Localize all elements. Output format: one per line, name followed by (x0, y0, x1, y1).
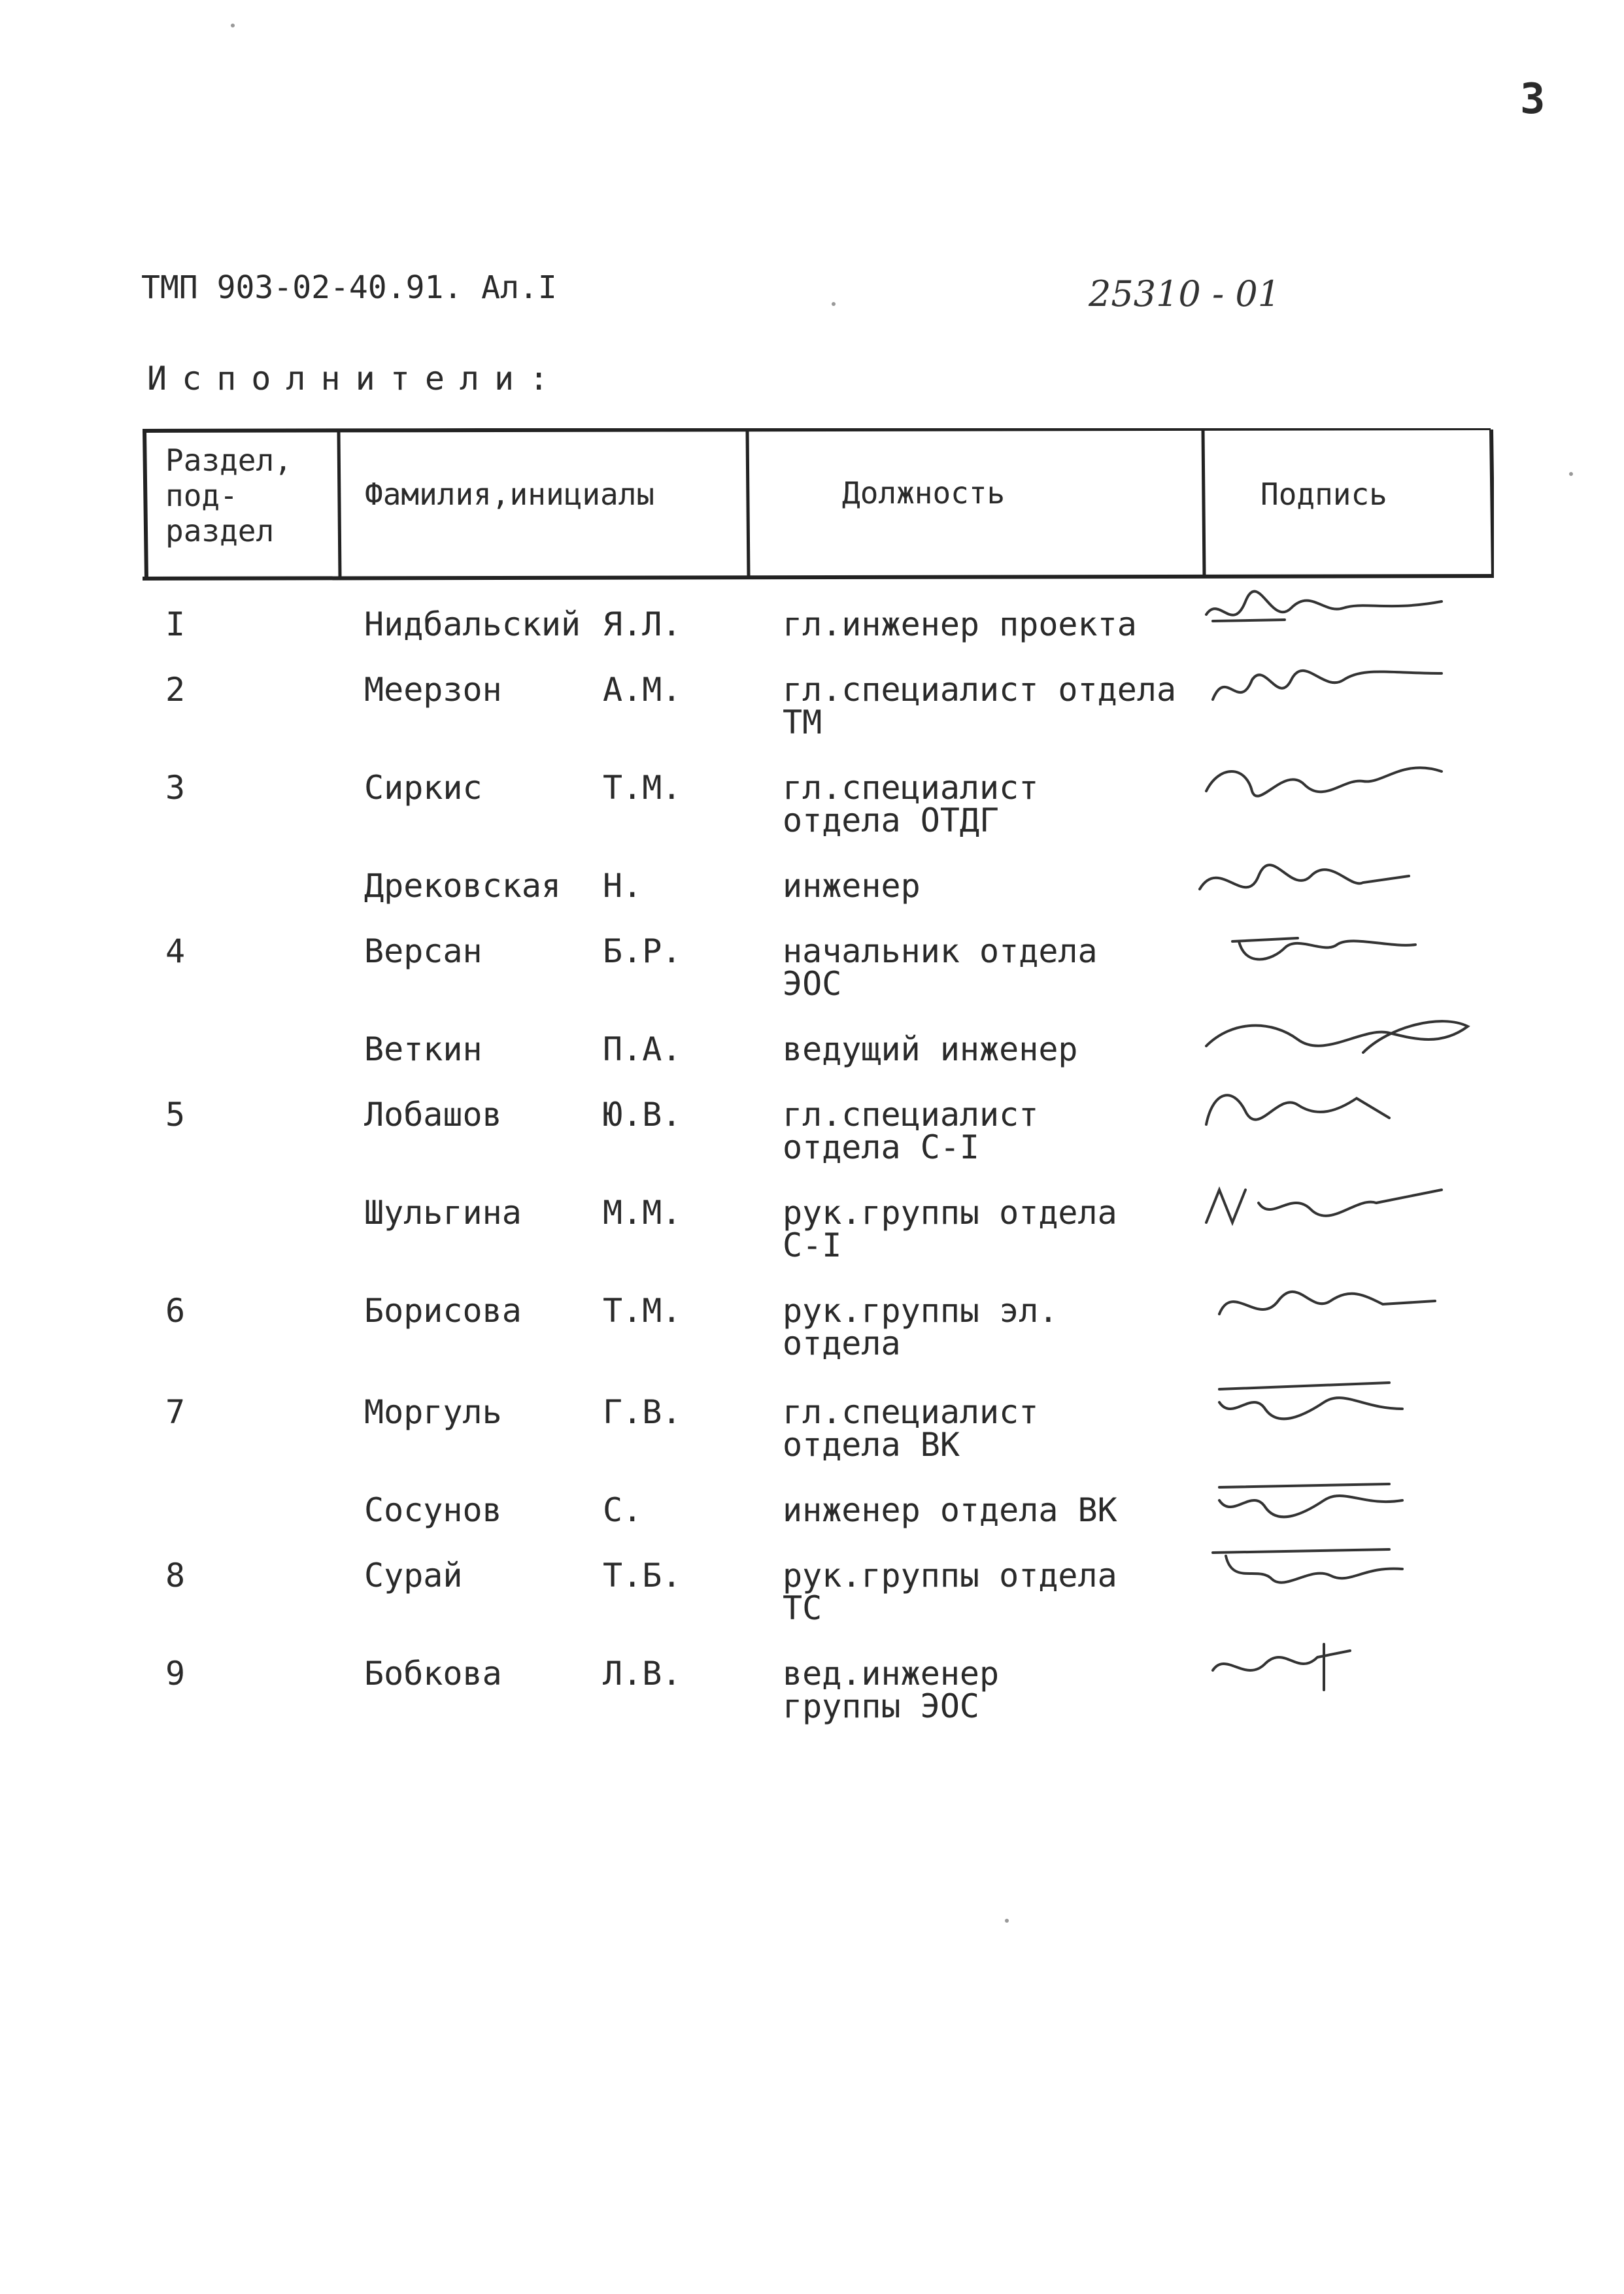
row-position: инженер (783, 867, 921, 905)
row-initials: Л.В. (603, 1655, 682, 1693)
row-surname: Борисова (364, 1292, 522, 1330)
row-initials: П.А. (603, 1030, 682, 1068)
row-surname: Бобкова (364, 1655, 502, 1693)
performers-title: Исполнители: (147, 360, 564, 397)
row-initials: Ю.В. (603, 1096, 682, 1134)
row-position: вед.инженер группы ЭОС (783, 1655, 1000, 1725)
row-section: 9 (165, 1655, 186, 1693)
row-section: 2 (165, 671, 186, 709)
signature (1193, 1376, 1481, 1448)
row-surname: Сосунов (364, 1491, 502, 1529)
scan-speck (1005, 1919, 1009, 1923)
row-surname: Веткин (364, 1030, 482, 1068)
row-section: 7 (165, 1393, 186, 1431)
header-section: Раздел, под- раздел (165, 443, 292, 548)
row-section: 8 (165, 1557, 186, 1594)
row-initials: Н. (603, 867, 643, 905)
page-number: 3 (1520, 75, 1546, 124)
signature (1193, 588, 1481, 660)
signature (1193, 1540, 1481, 1611)
signature (1193, 915, 1481, 987)
signature (1193, 1638, 1481, 1710)
registration-number: 25310 - 01 (1089, 273, 1281, 314)
row-position: начальник отдела ЭОС (783, 932, 1098, 1003)
row-initials: Я.Л. (603, 605, 682, 643)
row-position: гл.инженер проекта (783, 605, 1137, 643)
row-position: гл.специалист отдела ВК (783, 1393, 1039, 1464)
row-section: 5 (165, 1096, 186, 1134)
scan-speck (1569, 472, 1573, 476)
signature (1193, 1079, 1481, 1151)
row-surname: Лобашов (364, 1096, 502, 1134)
signature (1193, 1474, 1481, 1546)
signature (1193, 850, 1481, 922)
row-surname: Сурай (364, 1557, 463, 1594)
document-code: ТМП 903-02-40.91. Ал.I (141, 269, 557, 306)
row-initials: М.М. (603, 1194, 682, 1232)
row-surname: Версан (364, 932, 482, 970)
header-signature: Подпись (1260, 477, 1387, 512)
row-initials: С. (603, 1491, 643, 1529)
row-initials: Г.В. (603, 1393, 682, 1431)
row-initials: Б.Р. (603, 932, 682, 970)
signature (1193, 1275, 1481, 1347)
row-surname: Нидбальский (364, 605, 581, 643)
row-section: 6 (165, 1292, 186, 1330)
signature (1193, 654, 1481, 726)
row-position: рук.группы отдела ТС (783, 1557, 1117, 1627)
row-initials: А.М. (603, 671, 682, 709)
scan-speck (231, 24, 235, 27)
row-position: ведущий инженер (783, 1030, 1078, 1068)
row-initials: Т.Б. (603, 1557, 682, 1594)
scan-speck (832, 302, 836, 306)
row-surname: Моргуль (364, 1393, 502, 1431)
signature (1193, 1013, 1481, 1085)
row-position: гл.специалист отдела С-I (783, 1096, 1039, 1166)
row-position: гл.специалист отдела ОТДГ (783, 769, 1039, 839)
header-name: Фамилия,инициалы (365, 477, 655, 512)
signature (1193, 1177, 1481, 1249)
row-surname: Меерзон (364, 671, 502, 709)
row-surname: Дрековская (364, 867, 562, 905)
row-surname: Сиркис (364, 769, 482, 807)
row-section: I (165, 605, 186, 643)
signature (1193, 752, 1481, 824)
row-position: инженер отдела ВК (783, 1491, 1117, 1529)
row-initials: Т.М. (603, 769, 682, 807)
row-section: 4 (165, 932, 186, 970)
row-surname: Шульгина (364, 1194, 522, 1232)
row-position: рук.группы отдела С-I (783, 1194, 1117, 1264)
row-position: гл.специалист отдела ТМ (783, 671, 1177, 741)
row-section: 3 (165, 769, 186, 807)
row-position: рук.группы эл. отдела (783, 1292, 1058, 1362)
table-header (143, 428, 1494, 582)
row-initials: Т.М. (603, 1292, 682, 1330)
header-position: Должность (842, 475, 1006, 511)
